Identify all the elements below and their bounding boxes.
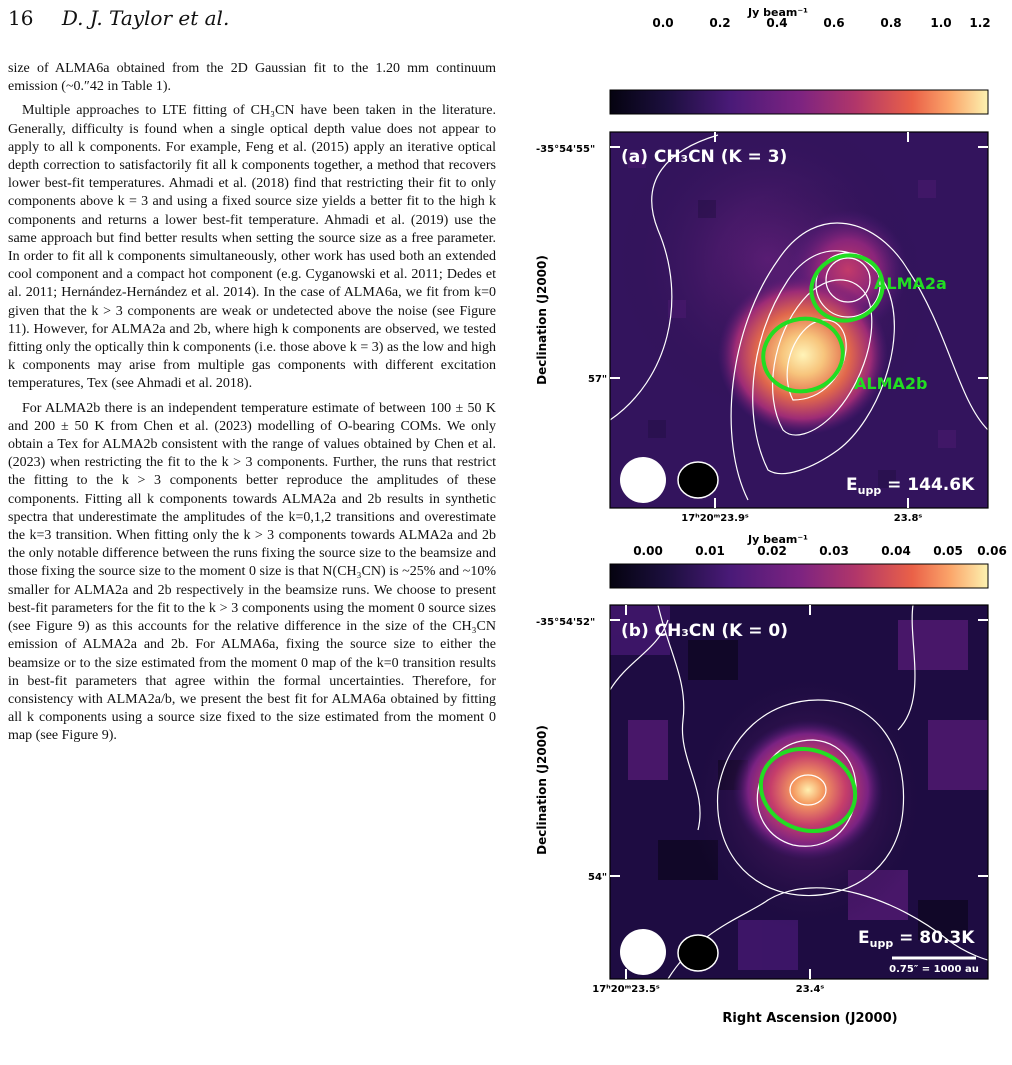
cbar-b-tick-6: 0.06 [977,544,1007,558]
panel-a [535,110,988,524]
ra-label-a-right: 23.8ˢ [893,513,923,524]
cbar-b-tick-3: 0.03 [819,544,849,558]
figure [518,0,1012,1065]
scalebar-label: 0.75″ = 1000 au [889,964,979,975]
eupp-a: $E_{upp} = 144.6K$ [846,475,975,497]
paragraph-1: size of ALMA6a obtained from the 2D Gaussian fit to the 1.20 mm continuum emission (~0.″42 in Table 1). [8,61,496,95]
ra-label-a-left: 17ʰ20ᵐ23.9ˢ [681,513,749,524]
page-number: 16 [8,6,34,30]
colorbar-b-bar [610,564,988,588]
dec-label-b-mid: 54" [588,872,608,883]
beam-a-white [620,457,666,503]
paragraph-3: For ALMA2b there is an independent temperature estimate of between 100 ± 50 K and 200 ± 50 K from Chen et al. (2023) modelling of O-bearing COMs. We only obtain a Tex for ALMA2b consistent with the range of values obtained by Chen et al. (2023) when restricting the fit to the k > 3 components. Further, the runs that restrict the fitting to the k > 3 components better reproduce the amplitudes of these components. Fitting all k components towards ALMA2a and 2b results in synthetic spectra that underestimate the amplitudes of the k=0,1,2 transitions and overestimate the k=3 transition. When fitting only the k > 3 components towards ALMA2a and 2b the only notable difference between the runs fixing the source size to the beamsize and those fixing the source size to the moment 0 size is that N(CH₃CN) is ~25% and ~10% smaller for ALMA2a and 2b respectively in the beamsize runs. We choose to present best-fit parameters for the fit to the k > 3 components using the moment 0 source sizes (see Figure 9) as this accounts for the relative difference in the size of the CH₃CN emission of ALMA2a and 2b. For ALMA6a, fixing the source size to either the beamsize or to the size estimated from the moment 0 map of the k=0 transition results in best-fit parameters that agree within the formal uncertainties. Therefore, for consistency with ALMA2a/b, we present the best fit for ALMA6a obtained by fitting all k components using a source size fixed to the size estimated from the moment 0 map (see Figure 9). [8,400,496,744]
dec-label-a-top: -35°54'55" [536,144,596,155]
cbar-b-tick-5: 0.05 [933,544,963,558]
running-authors: D. J. Taylor et al. [61,6,230,30]
label-alma2b: ALMA2b [854,374,928,393]
panel-a-title: (a) CH₃CN (K = 3) [621,147,788,167]
cbar-a-tick-1: 0.2 [709,16,731,30]
cbar-a-tick-3: 0.6 [823,16,845,30]
dec-label-b-top: -35°54'52" [536,617,596,628]
colorbar-b-unit: Jy beam⁻¹ [748,533,808,546]
ylabel-a: Declination (J2000) [535,255,549,385]
colorbar-b [610,533,1007,588]
ra-label-b-left: 17ʰ20ᵐ23.5ˢ [592,984,660,995]
eupp-b: $E_{upp} = 80.3K$ [858,928,975,950]
paragraph-2: Multiple approaches to LTE fitting of CH₃CN have been taken in the literature. Generally, difficulty is found when a single optical depth value does not appear to apply to all k components. For example, Feng et al. (2015) apply an iterative optical depth correction to satisfactorily fit all k components together, a method that recovers lower best-fit temperatures. Ahmadi et al. (2018) find that restricting their fit to only components above k = 3 and using a fixed source size yields a better fit to the high k components and returns a lower best-fit temperature. Ahmadi et al. (2019) use the same approach but find better results when setting the source size as a free parameter. In order to fit all k components simultaneously, other work has used both an extended cool component and a compact hot component (e.g. Cyganowski et al. 2011; Dedes et al. 2011; Hernández-Hernández et al. 2014). In the case of ALMA6a, we fit from k=0 given that the k > 3 components are weak or undetected above the noise (see Figure 11). However, for ALMA2a and 2b, where high k components are observed, we tested fitting only the optically thin k components (i.e. those above k = 3) as the low and high k components may arise from multiple gas components with different excitation temperatures, Tex (see Ahmadi et al. 2018). [8,103,496,392]
colorbar-a [610,6,991,114]
label-alma2a: ALMA2a [874,274,947,293]
cbar-a-tick-4: 0.8 [880,16,902,30]
colorbar-a-bar [610,90,988,114]
colorbar-a-unit: Jy beam⁻¹ [748,6,808,19]
body-text [8,60,496,752]
cbar-b-tick-4: 0.04 [881,544,911,558]
beam-b-black [678,935,718,971]
ra-label-b-right: 23.4ˢ [795,984,825,995]
panel-b-title: (b) CH₃CN (K = 0) [621,621,789,641]
cbar-b-tick-1: 0.01 [695,544,725,558]
cbar-b-tick-2: 0.02 [757,544,787,558]
cbar-b-tick-0: 0.00 [633,544,663,558]
beam-b-white [620,929,666,975]
cbar-a-tick-6: 1.2 [969,16,991,30]
dec-label-a-mid: 57" [588,374,608,385]
ylabel-b: Declination (J2000) [535,725,549,855]
cbar-a-tick-0: 0.0 [652,16,674,30]
panel-b [535,605,988,995]
figure-svg [518,0,1012,1065]
running-header [8,6,229,30]
cbar-a-tick-5: 1.0 [930,16,952,30]
cbar-a-tick-2: 0.4 [766,16,788,30]
beam-a-black [678,462,718,498]
xlabel: Right Ascension (J2000) [722,1011,898,1026]
